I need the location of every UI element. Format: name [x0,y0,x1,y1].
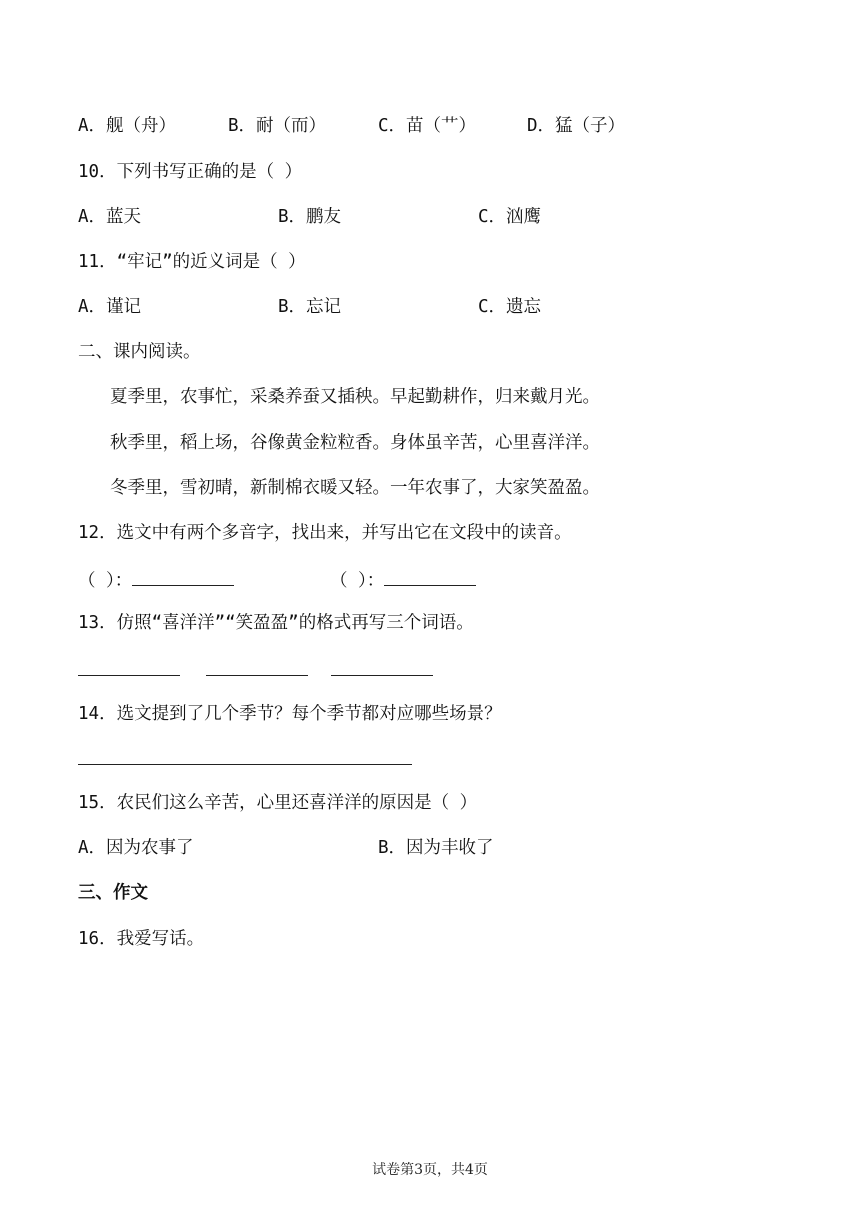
q13-blank-3[interactable] [331,657,433,676]
q15-question: 15．农民们这么辛苦，心里还喜洋洋的原因是（ ） [78,793,478,813]
q9-option-a: A．舰（舟） [78,116,177,136]
q10-option-a: A．蓝天 [78,207,142,227]
q16-question: 16．我爱写话。 [78,929,205,949]
q10-option-c: C．汹鹰 [478,207,542,227]
q15-option-a: A．因为农事了 [78,838,194,858]
q14-blank[interactable] [78,746,412,765]
q12-paren-2: （ ）： [330,571,385,591]
q11-option-c: C．遗忘 [478,297,542,317]
page-footer: 试卷第3页，共4页 [372,1162,488,1178]
q12-answer-2 [330,567,476,593]
section3-title: 三、作文 [78,883,148,903]
q9-option-b: B．耐（而） [228,116,327,136]
q9-option-d: D．猛（子） [527,116,626,136]
section2-title: 二、课内阅读。 [78,342,201,362]
q11-question: 11．“牢记”的近义词是（ ） [78,252,306,272]
q12-blank-1[interactable] [132,567,234,586]
q14-question: 14．选文提到了几个季节？每个季节都对应哪些场景？ [78,704,502,724]
q13-blank-2[interactable] [206,657,308,676]
q12-blank-2[interactable] [384,567,476,586]
passage-line-3: 冬季里，雪初晴，新制棉衣暖又轻。一年农事了，大家笑盈盈。 [110,478,600,498]
q12-paren-1: （ ）： [78,571,133,591]
q9-option-c: C．苗（艹） [378,116,477,136]
q11-option-b: B．忘记 [278,297,342,317]
q13-blank-1[interactable] [78,657,180,676]
passage-line-2: 秋季里，稻上场，谷像黄金粒粒香。身体虽辛苦，心里喜洋洋。 [110,433,600,453]
passage-line-1: 夏季里，农事忙，采桑养蚕又插秧。早起勤耕作，归来戴月光。 [110,387,600,407]
q12-question: 12．选文中有两个多音字，找出来，并写出它在文段中的读音。 [78,523,572,543]
q13-question: 13．仿照“喜洋洋”“笑盈盈”的格式再写三个词语。 [78,613,474,633]
q10-option-b: B．鹏友 [278,207,342,227]
q10-question: 10．下列书写正确的是（ ） [78,162,303,182]
q11-option-a: A．谨记 [78,297,142,317]
q15-option-b: B．因为丰收了 [378,838,494,858]
q12-answer-1 [78,567,234,593]
